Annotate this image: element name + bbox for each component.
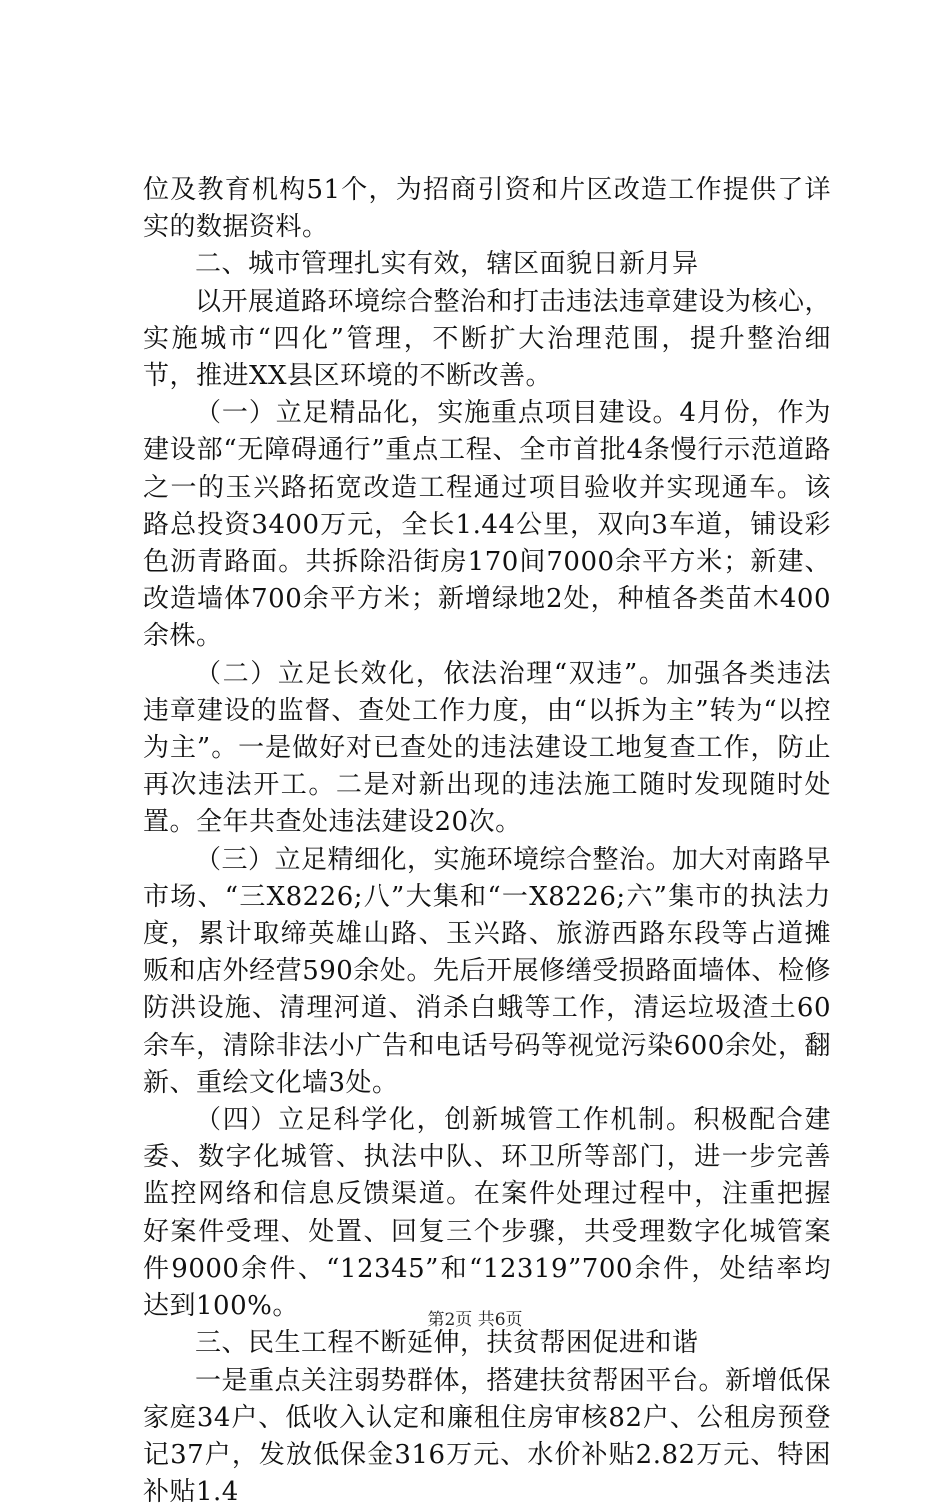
section-heading-2: 二、城市管理扎实有效，辖区面貌日新月异: [143, 246, 831, 283]
paragraph-item-3: （三）立足精细化，实施环境综合整治。加大对南路早市场、“三X8226;八”大集和“一X8226;六”集市的执法力度，累计取缔英雄山路、玉兴路、旅游西路东段等占道摊贩和店外经营590余处。先后开展修缮受损路面墙体、检修防洪设施、清理河道、消杀白蛾等工作，清运垃圾渣土60余车，清除非法小广告和电话号码等视觉污染600余处，翻新、重绘文化墙3处。: [143, 842, 831, 1102]
paragraph-item-2: （二）立足长效化，依法治理“双违”。加强各类违法违章建设的监督、查处工作力度，由“以拆为主”转为“以控为主”。一是做好对已查处的违法建设工地复查工作，防止再次违法开工。二是对新出现的违法施工随时发现随时处置。全年共查处违法建设20次。: [143, 656, 831, 842]
paragraph-item-4: （四）立足科学化，创新城管工作机制。积极配合建委、数字化城管、执法中队、环卫所等部门，进一步完善监控网络和信息反馈渠道。在案件处理过程中，注重把握好案件受理、处置、回复三个步骤，共受理数字化城管案件9000余件、“12345”和“12319”700余件，处结率均达到100%。: [143, 1102, 831, 1325]
paragraph-welfare: 一是重点关注弱势群体，搭建扶贫帮困平台。新增低保家庭34户、低收入认定和廉租住房审核82户、公租房预登记37户，发放低保金316万元、水价补贴2.82万元、特困补贴1.4: [143, 1363, 831, 1511]
paragraph-item-1: （一）立足精品化，实施重点项目建设。4月份，作为建设部“无障碍通行”重点工程、全市首批4条慢行示范道路之一的玉兴路拓宽改造工程通过项目验收并实现通车。该路总投资3400万元，全长1.44公里，双向3车道，铺设彩色沥青路面。共拆除沿街房170间7000余平方米；新建、改造墙体700余平方米；新增绿地2处，种植各类苗木400余株。: [143, 395, 831, 655]
section-heading-3: 三、民生工程不断延伸，扶贫帮困促进和谐: [143, 1325, 831, 1362]
page-footer: 第2页 共6页: [0, 1305, 950, 1330]
paragraph-continuation: 位及教育机构51个，为招商引资和片区改造工作提供了详实的数据资料。: [143, 172, 831, 246]
paragraph-intro: 以开展道路环境综合整治和打击违法违章建设为核心，实施城市“四化”管理，不断扩大治理范围，提升整治细节，推进XX县区环境的不断改善。: [143, 284, 831, 396]
